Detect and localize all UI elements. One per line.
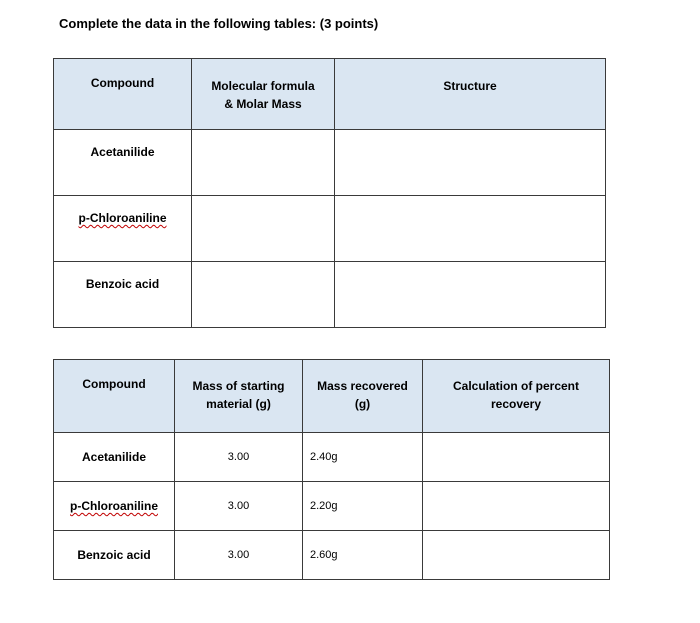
table-row bbox=[54, 531, 610, 580]
compound-cell: Benzoic acid bbox=[54, 262, 192, 328]
table-row bbox=[54, 262, 606, 328]
formula-cell[interactable] bbox=[192, 262, 335, 328]
percent-recovery-table bbox=[53, 359, 610, 580]
formula-cell[interactable] bbox=[192, 196, 335, 262]
header-compound: Compound bbox=[54, 360, 175, 433]
compound-cell: p-Chloroaniline bbox=[54, 196, 192, 262]
header-molecular-formula: Molecular formula & Molar Mass bbox=[192, 59, 335, 130]
table-header-row bbox=[54, 59, 606, 130]
header-percent-recovery: Calculation of percent recovery bbox=[423, 360, 610, 433]
percent-recovery-cell[interactable] bbox=[423, 433, 610, 482]
structure-cell[interactable] bbox=[335, 196, 606, 262]
formula-cell[interactable] bbox=[192, 130, 335, 196]
mass-starting-cell: 3.00 bbox=[175, 482, 303, 531]
header-mass-starting: Mass of starting material (g) bbox=[175, 360, 303, 433]
compound-cell: Acetanilide bbox=[54, 433, 175, 482]
header-structure: Structure bbox=[335, 59, 606, 130]
compound-cell: p-Chloroaniline bbox=[54, 482, 175, 531]
compound-info-table bbox=[53, 58, 606, 328]
header-compound: Compound bbox=[54, 59, 192, 130]
mass-starting-cell: 3.00 bbox=[175, 531, 303, 580]
table-header-row bbox=[54, 360, 610, 433]
mass-starting-cell: 3.00 bbox=[175, 433, 303, 482]
table-row bbox=[54, 433, 610, 482]
percent-recovery-cell[interactable] bbox=[423, 531, 610, 580]
header-mass-recovered: Mass recovered (g) bbox=[303, 360, 423, 433]
mass-recovered-cell: 2.60g bbox=[303, 531, 423, 580]
structure-cell[interactable] bbox=[335, 130, 606, 196]
percent-recovery-cell[interactable] bbox=[423, 482, 610, 531]
page-title: Complete the data in the following tables: (3 points) bbox=[59, 16, 379, 31]
mass-recovered-cell: 2.40g bbox=[303, 433, 423, 482]
compound-cell: Acetanilide bbox=[54, 130, 192, 196]
structure-cell[interactable] bbox=[335, 262, 606, 328]
mass-recovered-cell: 2.20g bbox=[303, 482, 423, 531]
table-row bbox=[54, 130, 606, 196]
compound-cell: Benzoic acid bbox=[54, 531, 175, 580]
table-row bbox=[54, 196, 606, 262]
table-row bbox=[54, 482, 610, 531]
